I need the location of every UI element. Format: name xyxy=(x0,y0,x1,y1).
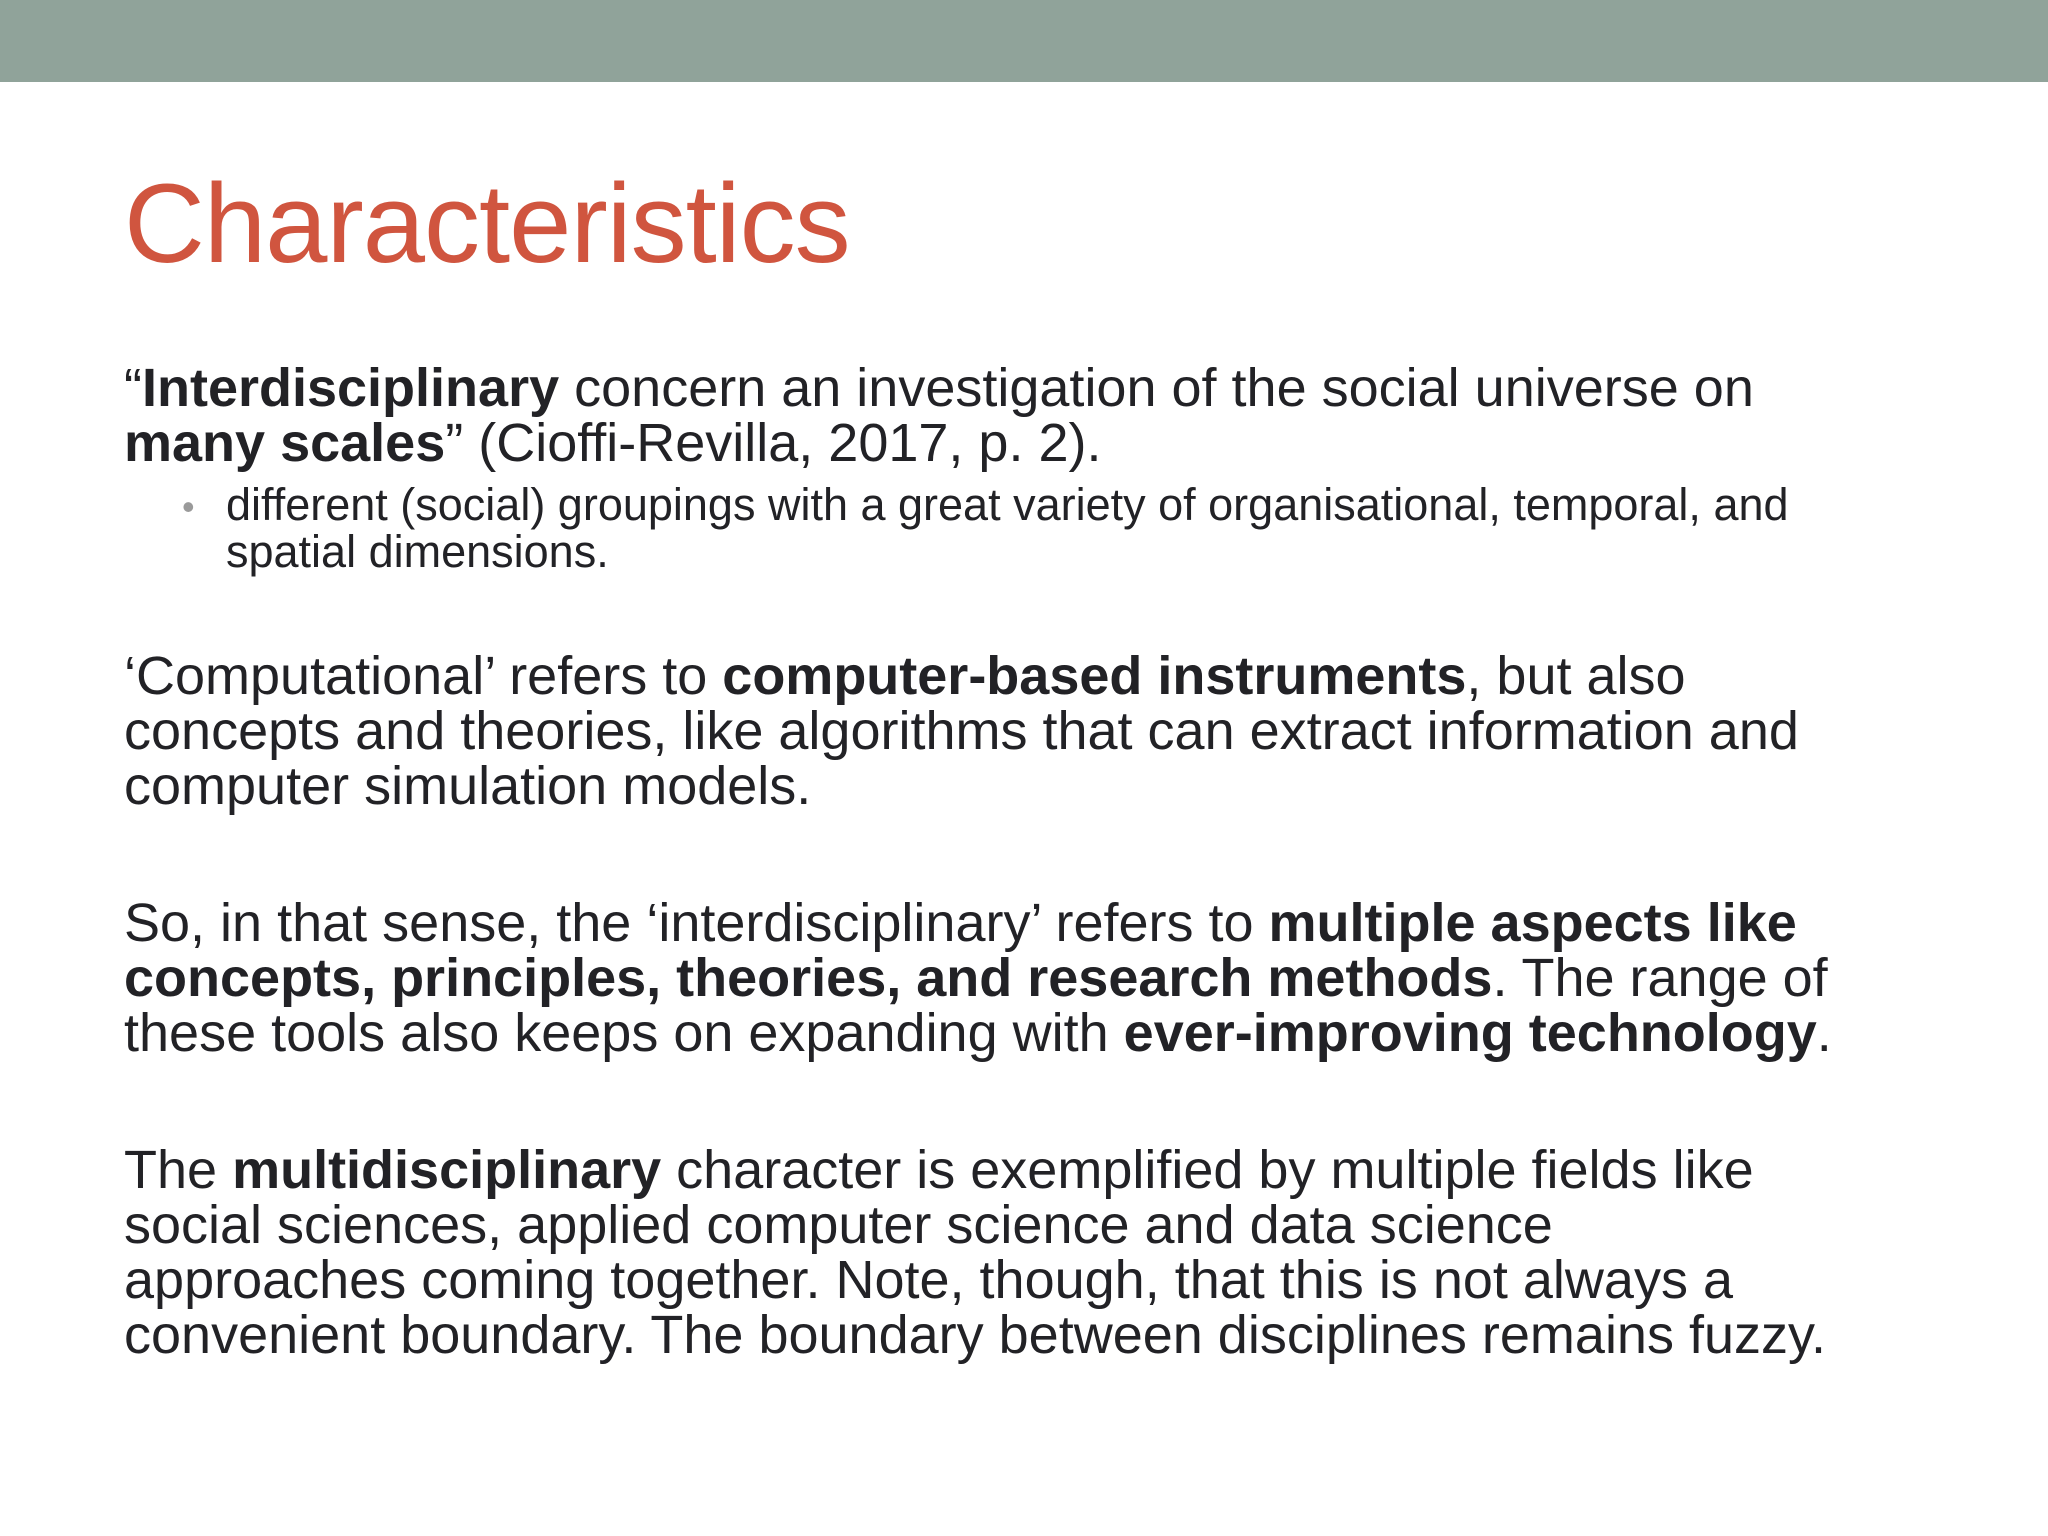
bullet-dot-icon: • xyxy=(182,486,195,527)
text-run: So, in that sense, the ‘interdisciplinary’ refers to xyxy=(124,893,1269,953)
bullet-item xyxy=(182,479,1944,577)
text-run: concern an investigation of the social universe on xyxy=(559,358,1754,418)
text-line: computer simulation models. xyxy=(124,756,812,816)
sub-bullet-list xyxy=(124,481,1944,575)
paragraph-interdisciplinary-quote xyxy=(124,358,1944,473)
text-run: . The range of xyxy=(1492,948,1828,1008)
text-run: “ xyxy=(124,358,142,418)
paragraph-interdisciplinary-aspects xyxy=(124,893,1944,1063)
text-line xyxy=(124,948,1944,1008)
bold-term: multiple aspects like xyxy=(1268,893,1797,953)
paragraph-multidisciplinary xyxy=(124,1140,1944,1365)
text-run: ‘Computational’ refers to xyxy=(124,646,723,706)
bold-term: many scales xyxy=(124,413,446,473)
text-run: . xyxy=(1816,1003,1832,1063)
text-line xyxy=(124,358,1944,418)
text-line: social sciences, applied computer science and data science xyxy=(124,1195,1553,1255)
slide-body xyxy=(124,358,1944,1365)
text-run: ” (Cioffi-Revilla, 2017, p. 2). xyxy=(445,413,1102,473)
bold-term: ever-improving technology xyxy=(1123,1003,1817,1063)
text-run: The xyxy=(124,1140,233,1200)
text-run: , but also xyxy=(1466,646,1686,706)
paragraph-computational xyxy=(124,646,1944,816)
text-line: spatial dimensions. xyxy=(226,526,609,577)
bold-term: computer-based instruments xyxy=(722,646,1467,706)
bold-term: Interdisciplinary xyxy=(141,358,560,418)
slide-title: Characteristics xyxy=(124,161,850,286)
text-line xyxy=(124,646,1944,706)
text-line xyxy=(124,413,1944,473)
bold-term: concepts, principles, theories, and research methods xyxy=(124,948,1493,1008)
bold-term: multidisciplinary xyxy=(232,1140,662,1200)
text-line xyxy=(124,1003,1944,1063)
text-line: concepts and theories, like algorithms that can extract information and xyxy=(124,701,1799,761)
text-line: approaches coming together. Note, though, that this is not always a xyxy=(124,1250,1733,1310)
text-line: different (social) groupings with a great variety of organisational, temporal, and xyxy=(226,479,1789,530)
text-run: these tools also keeps on expanding with xyxy=(124,1003,1124,1063)
text-line xyxy=(124,1140,1944,1200)
text-line: convenient boundary. The boundary between disciplines remains fuzzy. xyxy=(124,1305,1827,1365)
top-accent-bar xyxy=(0,0,2048,82)
text-run: character is exemplified by multiple fields like xyxy=(661,1140,1754,1200)
text-line xyxy=(124,893,1944,953)
